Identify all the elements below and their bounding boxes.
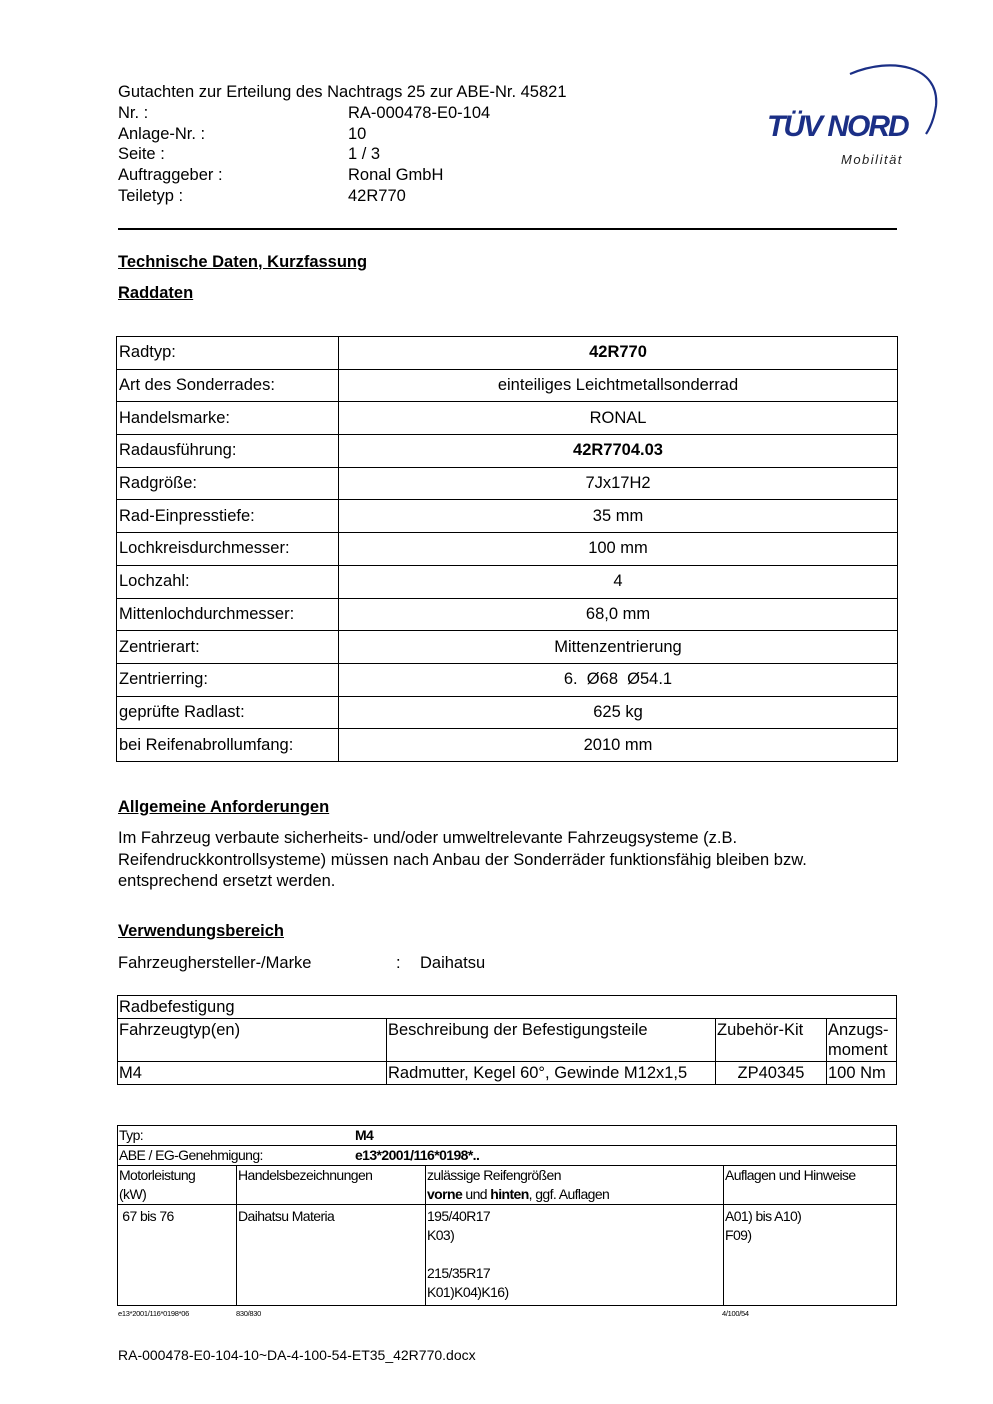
spacer bbox=[427, 1245, 722, 1264]
table-cell: 67 bis 76 bbox=[118, 1205, 237, 1306]
row-value: 42R770 bbox=[339, 337, 898, 370]
table-cell: Daihatsu Materia bbox=[237, 1205, 426, 1306]
tire-codes: K01)K04)K16) bbox=[427, 1284, 509, 1300]
header-line: zulässige Reifengrößen bbox=[427, 1167, 561, 1183]
header-bold: vorne bbox=[427, 1186, 463, 1202]
note-line: F09) bbox=[725, 1227, 752, 1243]
table-row bbox=[118, 1126, 897, 1146]
table-cell: 100 Nm bbox=[827, 1062, 897, 1085]
column-header: Zubehör-Kit bbox=[716, 1019, 827, 1062]
row-value: 100 mm bbox=[339, 533, 898, 566]
table-row bbox=[117, 533, 898, 566]
row-label: Lochkreisdurchmesser: bbox=[117, 533, 339, 566]
table-row bbox=[118, 1146, 897, 1166]
header-value: RA-000478-E0-104 bbox=[348, 103, 491, 122]
header-label: Teiletyp : bbox=[118, 186, 184, 205]
radbefestigung-table bbox=[117, 995, 897, 1085]
table-row bbox=[118, 1062, 897, 1085]
table-cell: ZP40345 bbox=[716, 1062, 827, 1085]
header-divider bbox=[118, 228, 897, 230]
table-row bbox=[118, 1166, 897, 1205]
row-label: Rad-Einpresstiefe: bbox=[117, 500, 339, 533]
small-approval-code: e13*2001/116*0198*06 bbox=[118, 1309, 190, 1318]
header-text: und bbox=[462, 1186, 491, 1202]
header-value: Ronal GmbH bbox=[348, 166, 444, 185]
column-header: Auflagen und Hinweise bbox=[724, 1166, 897, 1205]
table-row bbox=[117, 500, 898, 533]
section-title-verwendung: Verwendungsbereich bbox=[118, 922, 284, 940]
row-label: Radtyp: bbox=[117, 337, 339, 370]
abe-row bbox=[118, 1146, 897, 1166]
logo-sub: Mobilität bbox=[841, 152, 903, 167]
column-header bbox=[118, 1166, 237, 1205]
typ-table bbox=[117, 1125, 897, 1306]
row-label: geprüfte Radlast: bbox=[117, 696, 339, 729]
column-header bbox=[426, 1166, 724, 1205]
header-line: Motorleistung bbox=[119, 1167, 196, 1183]
header-value: 10 bbox=[348, 124, 367, 143]
manufacturer-label: Fahrzeughersteller-/Marke bbox=[118, 954, 312, 972]
header-value: 1 / 3 bbox=[348, 145, 381, 164]
abe-value: e13*2001/116*0198*.. bbox=[355, 1147, 480, 1163]
table-row bbox=[118, 1019, 897, 1062]
document-header bbox=[118, 82, 567, 207]
logo-brand: TÜV NORD bbox=[767, 110, 908, 143]
table-cell: M4 bbox=[118, 1062, 387, 1085]
row-label: Radgröße: bbox=[117, 467, 339, 500]
typ-value: M4 bbox=[355, 1127, 374, 1143]
tuv-nord-logo bbox=[762, 58, 942, 173]
section-title-raddaten: Raddaten bbox=[118, 284, 194, 302]
header-value: 42R770 bbox=[348, 186, 406, 205]
header-label: Auftraggeber : bbox=[118, 166, 223, 185]
row-value: 6. Ø68 Ø54.1 bbox=[339, 663, 898, 696]
table-title: Radbefestigung bbox=[118, 996, 897, 1019]
header-label: Seite : bbox=[118, 145, 165, 164]
note-line: A01) bis A10) bbox=[725, 1208, 802, 1224]
table-row bbox=[117, 663, 898, 696]
table-row bbox=[117, 729, 898, 762]
tire-codes: K03) bbox=[427, 1227, 455, 1243]
row-label: Lochzahl: bbox=[117, 565, 339, 598]
logo-arc-icon bbox=[762, 58, 942, 173]
row-value: 2010 mm bbox=[339, 729, 898, 762]
column-header: Fahrzeugtyp(en) bbox=[118, 1019, 387, 1062]
table-row bbox=[117, 337, 898, 370]
table-row bbox=[117, 598, 898, 631]
table-cell bbox=[426, 1205, 724, 1306]
abe-label: ABE / EG-Genehmigung: bbox=[119, 1147, 263, 1163]
manufacturer-value: Daihatsu bbox=[420, 954, 486, 972]
section-title-tech: Technische Daten, Kurzfassung bbox=[118, 253, 368, 271]
section-title-allgemein: Allgemeine Anforderungen bbox=[118, 798, 330, 816]
row-value: 4 bbox=[339, 565, 898, 598]
row-label: Art des Sonderrades: bbox=[117, 369, 339, 402]
raddaten-table bbox=[116, 336, 898, 762]
footer-filename: RA-000478-E0-104-10~DA-4-100-54-ET35_42R770.docx bbox=[118, 1347, 476, 1363]
typ-label: Typ: bbox=[119, 1127, 144, 1143]
table-row bbox=[118, 1205, 897, 1306]
table-row bbox=[117, 696, 898, 729]
row-value: 7Jx17H2 bbox=[339, 467, 898, 500]
row-value: 35 mm bbox=[339, 500, 898, 533]
row-label: Mittenlochdurchmesser: bbox=[117, 598, 339, 631]
table-row bbox=[117, 467, 898, 500]
document-title: Gutachten zur Erteilung des Nachtrags 25 zur ABE-Nr. 45821 bbox=[118, 83, 567, 101]
table-row bbox=[117, 565, 898, 598]
tire-size: 215/35R17 bbox=[427, 1265, 491, 1281]
row-value: einteiliges Leichtmetallsonderrad bbox=[339, 369, 898, 402]
header-bold: hinten bbox=[490, 1186, 529, 1202]
table-cell bbox=[724, 1205, 897, 1306]
manufacturer-separator: : bbox=[396, 954, 401, 972]
allgemein-paragraph: Im Fahrzeug verbaute sicherheits- und/oder umweltrelevante Fahrzeugsysteme (z.B. Reifendruckkontrollsysteme) müssen nach Anbau der Sonderräder funktionsfähig bleiben bzw. entsprechend ersetzt werden. bbox=[118, 829, 807, 890]
column-header: Beschreibung der Befestigungsteile bbox=[387, 1019, 716, 1062]
table-row bbox=[118, 996, 897, 1019]
header-text: , ggf. Auflagen bbox=[528, 1186, 610, 1202]
column-header: Anzugs-moment bbox=[827, 1019, 897, 1062]
row-label: Zentrierring: bbox=[117, 663, 339, 696]
column-header: Handelsbezeichnungen bbox=[237, 1166, 426, 1205]
header-label: Anlage-Nr. : bbox=[118, 124, 206, 143]
row-label: bei Reifenabrollumfang: bbox=[117, 729, 339, 762]
row-value: Mittenzentrierung bbox=[339, 631, 898, 664]
table-row bbox=[117, 402, 898, 435]
table-cell: Radmutter, Kegel 60°, Gewinde M12x1,5 bbox=[387, 1062, 716, 1085]
header-line: (kW) bbox=[119, 1186, 147, 1202]
table-row bbox=[117, 369, 898, 402]
row-value: 42R7704.03 bbox=[339, 435, 898, 468]
table-row bbox=[117, 435, 898, 468]
small-code: 4/100/54 bbox=[722, 1309, 749, 1318]
row-label: Zentrierart: bbox=[117, 631, 339, 664]
row-label: Radausführung: bbox=[117, 435, 339, 468]
row-value: 68,0 mm bbox=[339, 598, 898, 631]
table-row bbox=[117, 631, 898, 664]
header-label: Nr. : bbox=[118, 103, 149, 122]
row-label: Handelsmarke: bbox=[117, 402, 339, 435]
tire-size: 195/40R17 bbox=[427, 1208, 491, 1224]
small-code: 830/830 bbox=[236, 1309, 262, 1318]
typ-row bbox=[118, 1126, 897, 1146]
row-value: RONAL bbox=[339, 402, 898, 435]
row-value: 625 kg bbox=[339, 696, 898, 729]
